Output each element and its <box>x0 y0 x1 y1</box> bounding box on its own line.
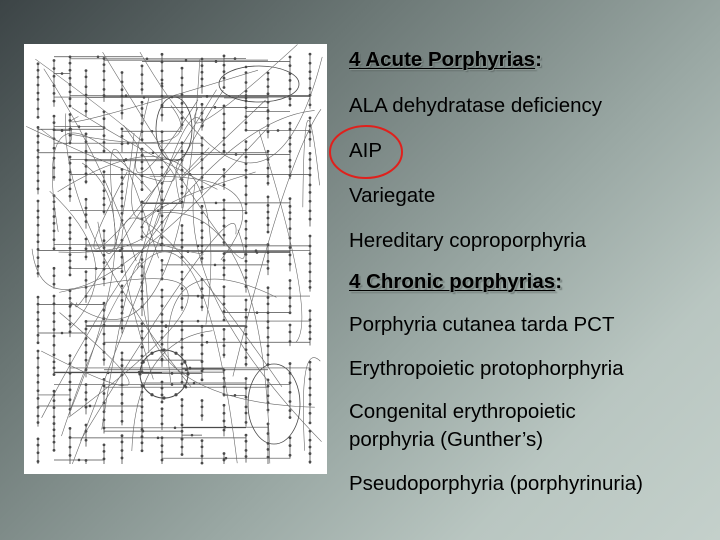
metabolic-network-drawing <box>24 44 327 474</box>
list-item-congenital-erythropoietic-line2: porphyria (Gunther’s) <box>349 428 544 451</box>
list-item-aip: AIP <box>349 139 383 162</box>
list-item-pct: Porphyria cutanea tarda PCT <box>349 313 615 336</box>
list-item-variegate: Variegate <box>349 184 436 207</box>
list-item-hereditary-coproporphyria: Hereditary coproporphyria <box>349 229 587 252</box>
list-item-pseudoporphyria: Pseudoporphyria (porphyrinuria) <box>349 472 643 495</box>
list-item-ala-dehydratase: ALA dehydratase deficiency <box>349 94 602 117</box>
list-item-congenital-erythropoietic-line1: Congenital erythropoietic <box>349 400 576 423</box>
chronic-porphyrias-heading: 4 Chronic porphyrias: <box>349 270 563 293</box>
list-item-erythropoietic-protoporphyria: Erythropoietic protophorphyria <box>349 357 624 380</box>
acute-porphyrias-heading: 4 Acute Porphyrias: <box>349 48 542 71</box>
metabolic-pathway-map-image <box>24 44 327 474</box>
